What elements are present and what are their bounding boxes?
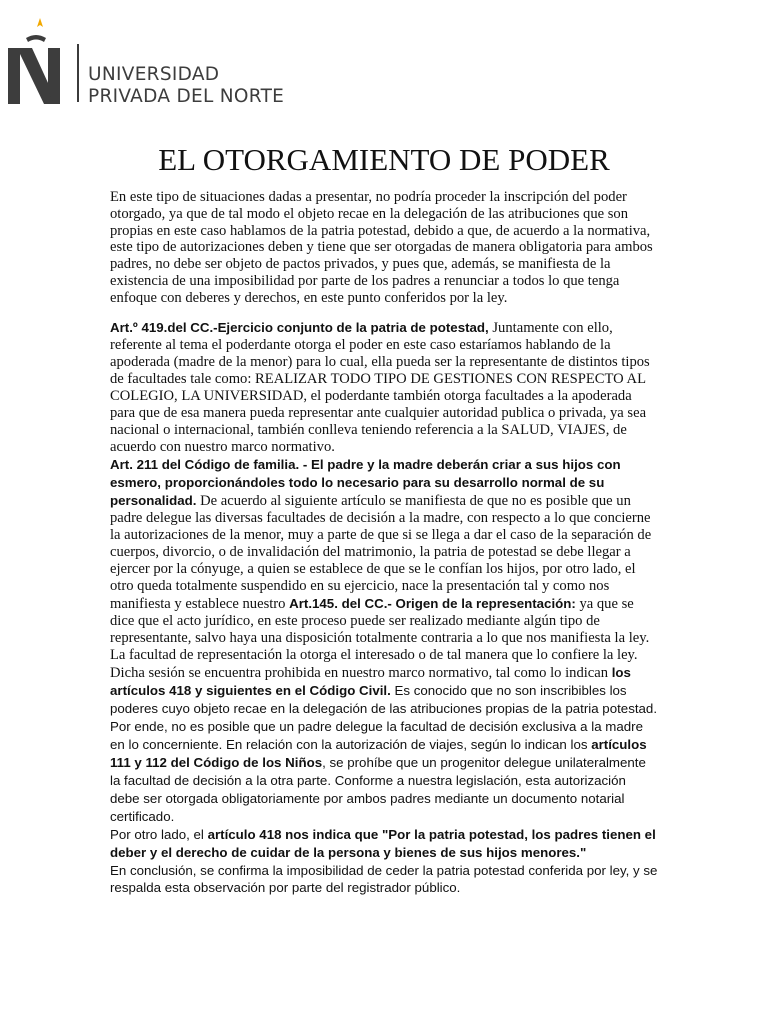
prohibition-intro: Dicha sesión se encuentra prohibida en nuestro marco normativo, tal como lo indican — [110, 664, 612, 681]
intro-paragraph: En este tipo de situaciones dadas a presentar, no podría proceder la inscripción del poder otorgado, ya que de tal modo el objeto recae en la delegación de las atribuciones que son propias en este caso hablamos de la patria potestad, debido a que, de acuerdo a la normativa, este tipo de autorizaciones deben y tiene que ser otorgadas de manera obligatoria para ambos padres, no debe ser objeto de pactos privados, y pues que, además, se manifiesta de la existencia de una imposibilidad por parte de los padres a renunciar a todos lo que tenga enfoque con deberes y derechos, en este punto conferidos por la ley. — [110, 189, 653, 306]
upn-logo-icon — [6, 18, 68, 108]
prohibition-text-2: , se prohíbe que un progenitor delegue unilateralmente la facultad de decisión a la otra parte. Conforme a nuestra legislación, esta autorización debe ser otorgada obligatoriamente por ambos padres mediante un documento notarial certificado. — [110, 754, 646, 824]
article-419-paragraph — [110, 319, 658, 456]
article-419-text: Juntamente con ello, referente al tema el poderdante otorga el poder en este caso estaríamos hablando de la apoderada (madre de la menor) para lo cual, ella pueda ser la representante de distintos tipos de facultades tale como: REALIZAR TODO TIPO DE GESTIONES CON RESPECTO AL COLEGIO, LA UNIVERSIDAD, el poderdante también otorga facultades a la apoderada para que de esa manera pueda representar ante cualquier autoridad publica o privada, ya sea nacional o internacional, también conlleva teniendo referencia a la SALUD, VIAJES, de acuerdo con nuestro marco normativo. — [110, 319, 650, 455]
article-418-quote: artículo 418 nos indica que "Por la patria potestad, los padres tienen el deber y el derecho de cuidar de la persona y bienes de sus hijos menores." — [110, 826, 656, 860]
article-211-heading: Art. 211 del Código de familia. - El padre y la madre deberán criar a sus hijos con esmero, proporcionándoles todo lo necesario para su desarrollo normal de su personalidad. — [110, 456, 621, 508]
article-418-intro: Por otro lado, el — [110, 826, 208, 842]
articles-111-112-reference: artículos 111 y 112 del Código de los Niños — [110, 736, 647, 770]
article-418-paragraph — [110, 826, 658, 862]
logo-line-2: PRIVADA DEL NORTE — [88, 86, 285, 107]
prohibition-text: Es conocido que no son inscribibles los poderes cuyo objeto recae en la delegación de las atribuciones propias de la patria potestad. Por ende, no es posible que un padre delegue la facultad de decisión exclusiva a la madre en lo concerniente. En relación con la autorización de viajes, según lo indican los — [110, 682, 658, 752]
university-header — [6, 18, 326, 108]
university-name — [88, 64, 284, 108]
conclusion-paragraph: En conclusión, se confirma la imposibilidad de ceder la patria potestad conferida por ley, y se respalda esta observación por parte del registrador público. — [110, 862, 658, 895]
document-title: EL OTORGAMIENTO DE PODER — [158, 142, 610, 177]
article-211-text: De acuerdo al siguiente artículo se manifiesta de que no es posible que un padre delegue las diversas facultades de decisión a la madre, con respecto a lo que concierne la autorizaciones de la menor, muy a parte de que si se llega a dar el caso de la separación de cuerpos, divorcio, o de invalidación del matrimonio, la patria de potestad se debe llegar a ejercer por la cónyuge, a quien se establece de que se le confían los hijos, por otro lado, el otro queda totalmente suspendido en su ejercicio, nace la presentación tal y como nos manifiesta y establece nuestro — [110, 492, 652, 612]
article-419-heading: Art.º 419.del CC.-Ejercicio conjunto de la patria de potestad, — [110, 319, 489, 335]
article-145-heading: Art.145. del CC.- Origen de la representación: — [289, 595, 576, 611]
article-211-paragraph — [110, 456, 658, 664]
logo-divider — [77, 44, 79, 102]
logo-line-1: UNIVERSIDAD — [88, 64, 220, 85]
document-body — [110, 189, 658, 896]
articles-418-reference: los artículos 418 y siguientes en el Código Civil. — [110, 664, 631, 698]
article-145-text: ya que se dice que el acto jurídico, en este proceso puede ser realizado mediante algún tipo de representante, salvo haya una disposición totalmente contraria a lo que nos manifiesta la ley. La facultad de representación la otorga el interesado o de tal manera que lo confiere la ley. — [110, 595, 650, 663]
prohibition-paragraph — [110, 664, 658, 826]
